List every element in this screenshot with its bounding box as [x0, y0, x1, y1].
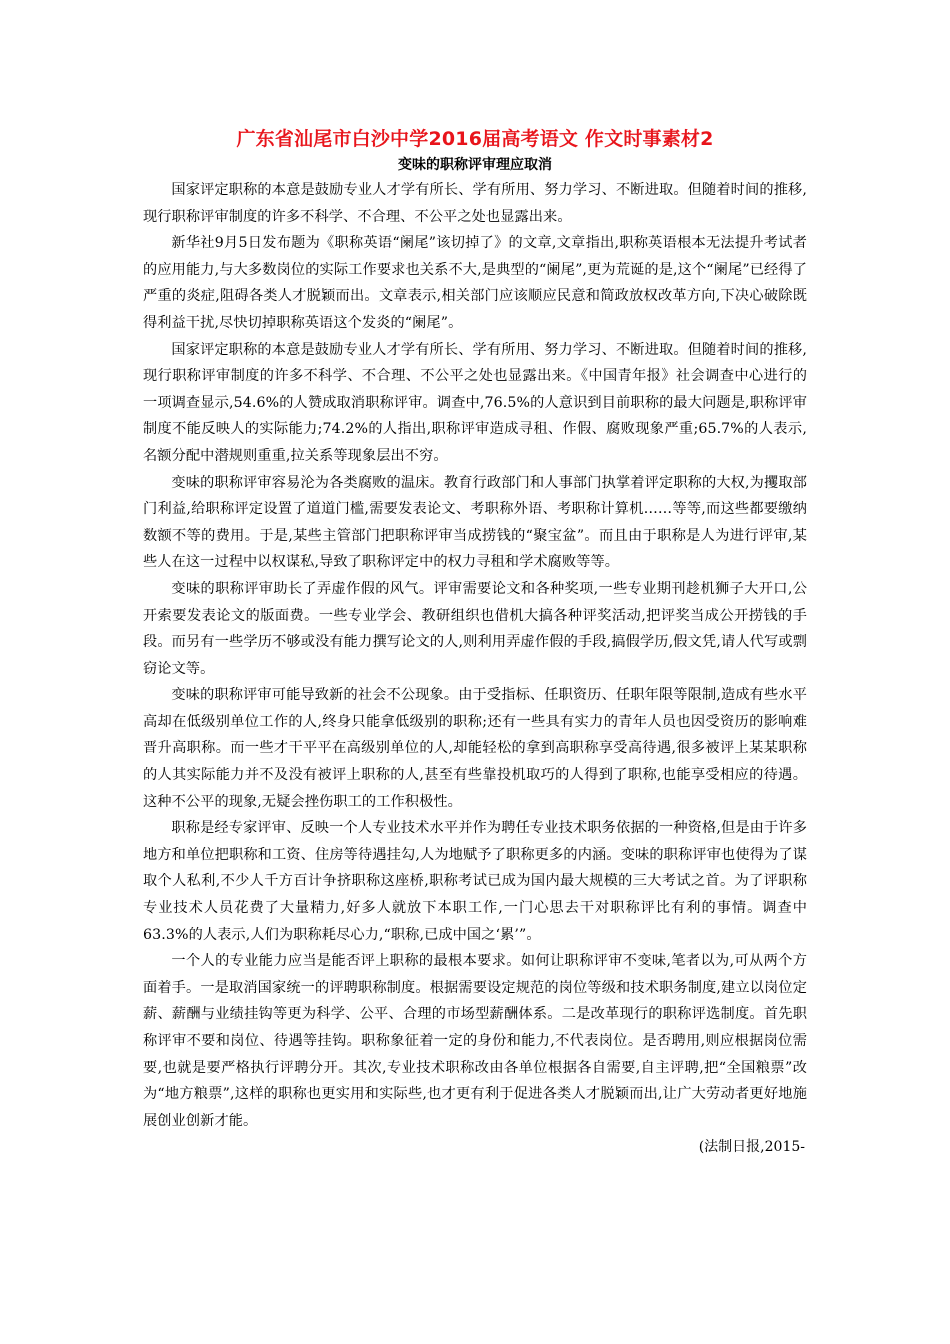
paragraph-6: 变味的职称评审可能导致新的社会不公现象。由于受指标、任职资历、任职年限等限制,造成有些水平高却在低级别单位工作的人,终身只能拿低级别的职称;还有一些具有实力的青年人员也因受资历的影响难晋升高职称。而一些才干平平在高级别单位的人,却能轻松的拿到高职称享受高待遇,很多被评上某某职称的人其实际能力并不及没有被评上职称的人,甚至有些靠投机取巧的人得到了职称,也能享受相应的待遇。这种不公平的现象,无疑会挫伤职工的工作积极性。 — [143, 687, 807, 810]
paragraph-7: 职称是经专家评审、反映一个人专业技术水平并作为聘任专业技术职务依据的一种资格,但是由于许多地方和单位把职称和工资、住房等待遇挂勾,人为地赋予了职称更多的内涵。变味的职称评审也使得为了谋取个人私利,不少人千方百计争挤职称这座桥,职称考试已成为国内最大规模的三大考试之首。为了评职称专业技术人员花费了大量精力,好多人就放下本职工作,一门心思去干对职称评比有利的事情。调查中63.3%的人表示,人们为职称耗尽心力,“职称,已成中国之‘累’”。 — [143, 820, 807, 943]
document-page — [143, 124, 807, 1160]
document-subtitle: 变味的职称评审理应取消 — [398, 157, 552, 173]
document-title: 广东省汕尾市白沙中学2016届高考语文 作文时事素材2 — [236, 128, 714, 150]
paragraph-4: 变味的职称评审容易沦为各类腐败的温床。教育行政部门和人事部门执掌着评定职称的大权,为攫取部门利益,给职称评定设置了道道门槛,需要发表论文、考职称外语、考职称计算机……等等,而这些都要缴纳数额不等的费用。于是,某些主管部门把职称评审当成捞钱的“聚宝盆”。而且由于职称是人为进行评审,某些人在这一过程中以权谋私,导致了职称评定中的权力寻租和学术腐败等等。 — [143, 474, 807, 571]
paragraph-8: 一个人的专业能力应当是能否评上职称的最根本要求。如何让职称评审不变味,笔者以为,可从两个方面着手。一是取消国家统一的评聘职称制度。根据需要设定规范的岗位等级和技术职务制度,建立以岗位定薪、薪酬与业绩挂钩等更为科学、公平、合理的市场型薪酬体系。二是改革现行的职称评选制度。首先职称评审不要和岗位、待遇等挂钩。职称象征着一定的身份和能力,不代表岗位。是否聘用,则应根据岗位需要,也就是要严格执行评聘分开。其次,专业技术职称改由各单位根据各自需要,自主评聘,把“全国粮票”改为“地方粮票”,这样的职称也更实用和实际些,也才更有利于促进各类人才脱颖而出,让广大劳动者更好地施展创业创新才能。 — [143, 953, 807, 1129]
paragraph-3: 国家评定职称的本意是鼓励专业人才学有所长、学有所用、努力学习、不断进取。但随着时间的推移,现行职称评审制度的许多不科学、不合理、不公平之处也显露出来。《中国青年报》社会调查中心进行的一项调查显示,54.6%的人赞成取消职称评审。调查中,76.5%的人意识到目前职称的最大问题是,职称评审制度不能反映人的实际能力;74.2%的人指出,职称评审造成寻租、作假、腐败现象严重;65.7%的人表示,名额分配中潜规则重重,拉关系等现象层出不穷。 — [143, 341, 807, 464]
source-citation: (法制日报,2015- — [698, 1139, 805, 1156]
paragraph-2: 新华社9月5日发布题为《职称英语“阑尾”该切掉了》的文章,文章指出,职称英语根本无法提升考试者的应用能力,与大多数岗位的实际工作要求也关系不大,是典型的“阑尾”,更为荒诞的是,这个“阑尾”已经得了严重的炎症,阻碍各类人才脱颖而出。文章表示,相关部门应该顺应民意和简政放权改革方向,下决心破除既得利益干扰,尽快切掉职称英语这个发炎的“阑尾”。 — [143, 235, 807, 331]
paragraph-5: 变味的职称评审助长了弄虚作假的风气。评审需要论文和各种奖项,一些专业期刊趁机狮子大开口,公开索要发表论文的版面费。一些专业学会、教研组织也借机大搞各种评奖活动,把评奖当成公开捞钱的手段。而另有一些学历不够或没有能力撰写论文的人,则利用弄虚作假的手段,搞假学历,假文凭,请人代写或剽窃论文等。 — [143, 580, 807, 677]
paragraph-1: 国家评定职称的本意是鼓励专业人才学有所长、学有所用、努力学习、不断进取。但随着时间的推移,现行职称评审制度的许多不科学、不合理、不公平之处也显露出来。 — [143, 182, 807, 225]
